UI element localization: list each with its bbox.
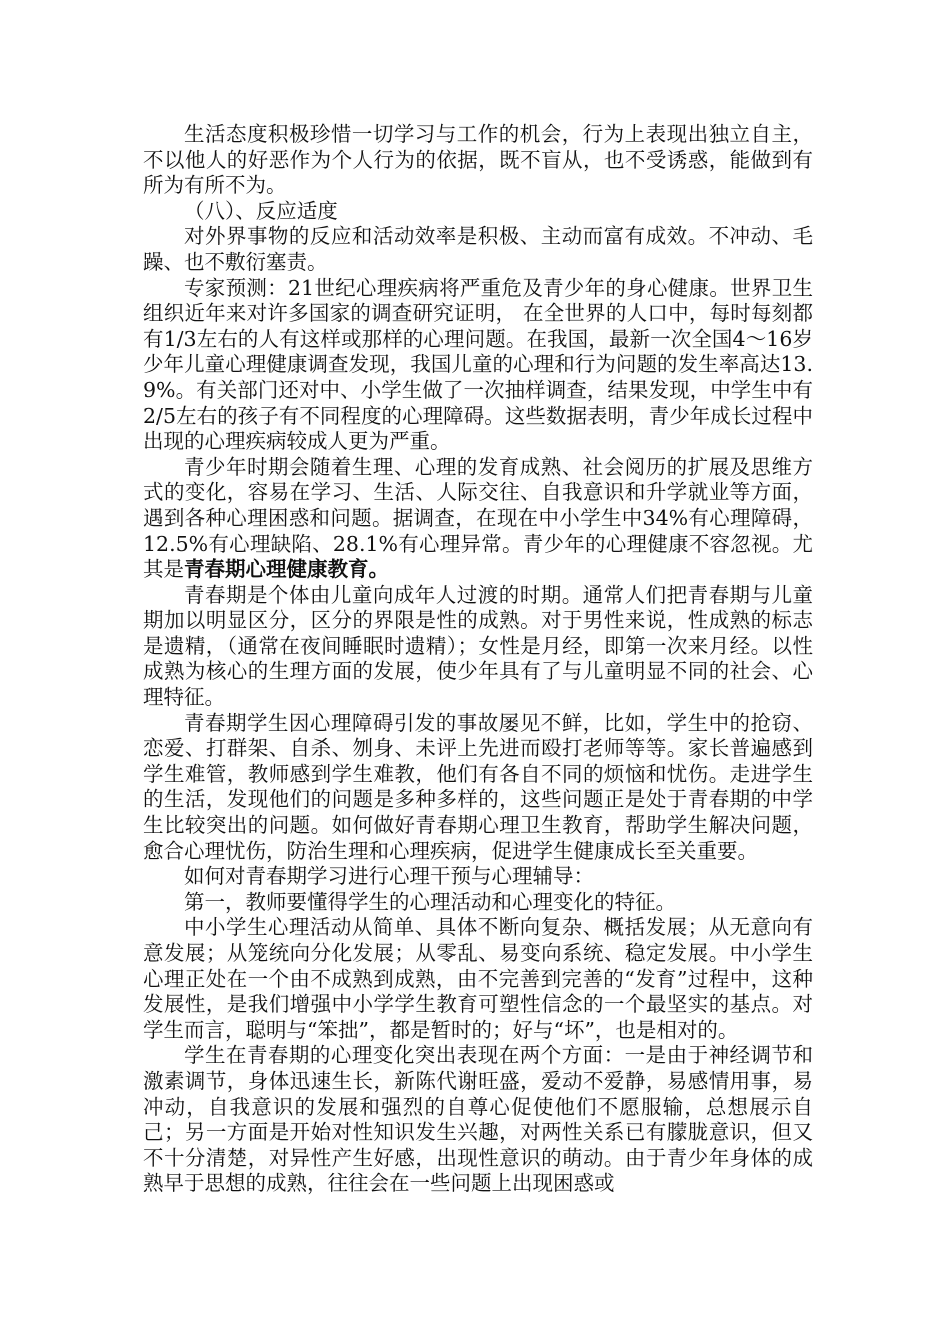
paragraph-development: 中小学生心理活动从简单、具体不断向复杂、概括发展；从无意向有意发展；从笼统向分化发展；从零乱、易变向系统、稳定发展。中小学生心理正处在一个由不成熟到成熟，由不完善到完善的“发育”过程中，这种发展性，是我们增强中小学学生教育可塑性信念的一个最坚实的基点。对学生而言，聪明与“笨拙”，都是暂时的；好与“坏”，也是相对的。 bbox=[143, 915, 813, 1042]
paragraph-attitude: 生活态度积极珍惜一切学习与工作的机会，行为上表现出独立自主，不以他人的好恶作为个人行为的依据，既不盲从，也不受诱惑，能做到有所为有所不为。 bbox=[143, 122, 813, 198]
paragraph-expert-forecast: 专家预测：21世纪心理疾病将严重危及青少年的身心健康。世界卫生组织近年来对许多国家的调查研究证明， 在全世界的人口中，每时每刻都有1/3左右的人有这样或那样的心理问题。在我国，最新一次全国4～16岁少年儿童心理健康调查发现，我国儿童的心理和行为问题的发生率高达13.9%。有关部门还对中、小学生做了一次抽样调查，结果发现，中学生中有2/5左右的孩子有不同程度的心理障碍。这些数据表明，青少年成长过程中出现的心理疾病较成人更为严重。 bbox=[143, 275, 813, 454]
paragraph-first-point: 第一，教师要懂得学生的心理活动和心理变化的特征。 bbox=[184, 889, 676, 914]
paragraph-psych-changes: 学生在青春期的心理变化突出表现在两个方面：一是由于神经调节和激素调节，身体迅速生长，新陈代谢旺盛，爱动不爱静，易感情用事，易冲动，自我意识的发展和强烈的自尊心促使他们不愿服输，总想展示自己；另一方面是开始对性知识发生兴趣，对两性关系已有朦胧意识，但又不十分清楚，对异性产生好感，出现性意识的萌动。由于青少年身体的成熟早于思想的成熟，往往会在一些问题上出现困惑或 bbox=[143, 1043, 813, 1196]
paragraph-intervention-question: 如何对青春期学习进行心理干预与心理辅导： bbox=[184, 864, 594, 889]
paragraph-puberty-incidents: 青春期学生因心理障碍引发的事故屡见不鲜，比如，学生中的抢窃、恋爱、打群架、自杀、刎身、未评上先进而殴打老师等等。家长普遍感到学生难管，教师感到学生难教，他们有各自不同的烦恼和忧伤。走进学生的生活，发现他们的问题是多种多样的，这些问题正是处于青春期的中学生比较突出的问题。如何做好青春期心理卫生教育，帮助学生解决问题，愈合心理忧伤，防治生理和心理疾病，促进学生健康成长至关重要。 bbox=[143, 710, 813, 863]
document-body bbox=[143, 122, 813, 1197]
paragraph-reaction: 对外界事物的反应和活动效率是积极、主动而富有成效。不冲动、毛躁、也不敷衍塞责。 bbox=[143, 224, 813, 274]
paragraph-adolescence-period bbox=[143, 455, 813, 583]
section-heading-reaction: （八）、反应适度 bbox=[184, 198, 338, 223]
bold-emphasis: 青春期心理健康教育。 bbox=[184, 557, 389, 582]
paragraph-adolescence-text: 青少年时期会随着生理、心理的发育成熟、社会阅历的扩展及思维方式的变化，容易在学习、生活、人际交往、自我意识和升学就业等方面，遇到各种心理困惑和问题。据调查，在现在中小学生中34%有心理障碍，12.5%有心理缺陷、28.1%有心理异常。青少年的心理健康不容忽视。尤其是 bbox=[143, 454, 813, 582]
paragraph-puberty-definition: 青春期是个体由儿童向成年人过渡的时期。通常人们把青春期与儿童期加以明显区分，区分的界限是性的成熟。对于男性来说，性成熟的标志是遗精，（通常在夜间睡眠时遗精）；女性是月经，即第一次来月经。以性成熟为核心的生理方面的发展，使少年具有了与儿童明显不同的社会、心理特征。 bbox=[143, 582, 813, 710]
